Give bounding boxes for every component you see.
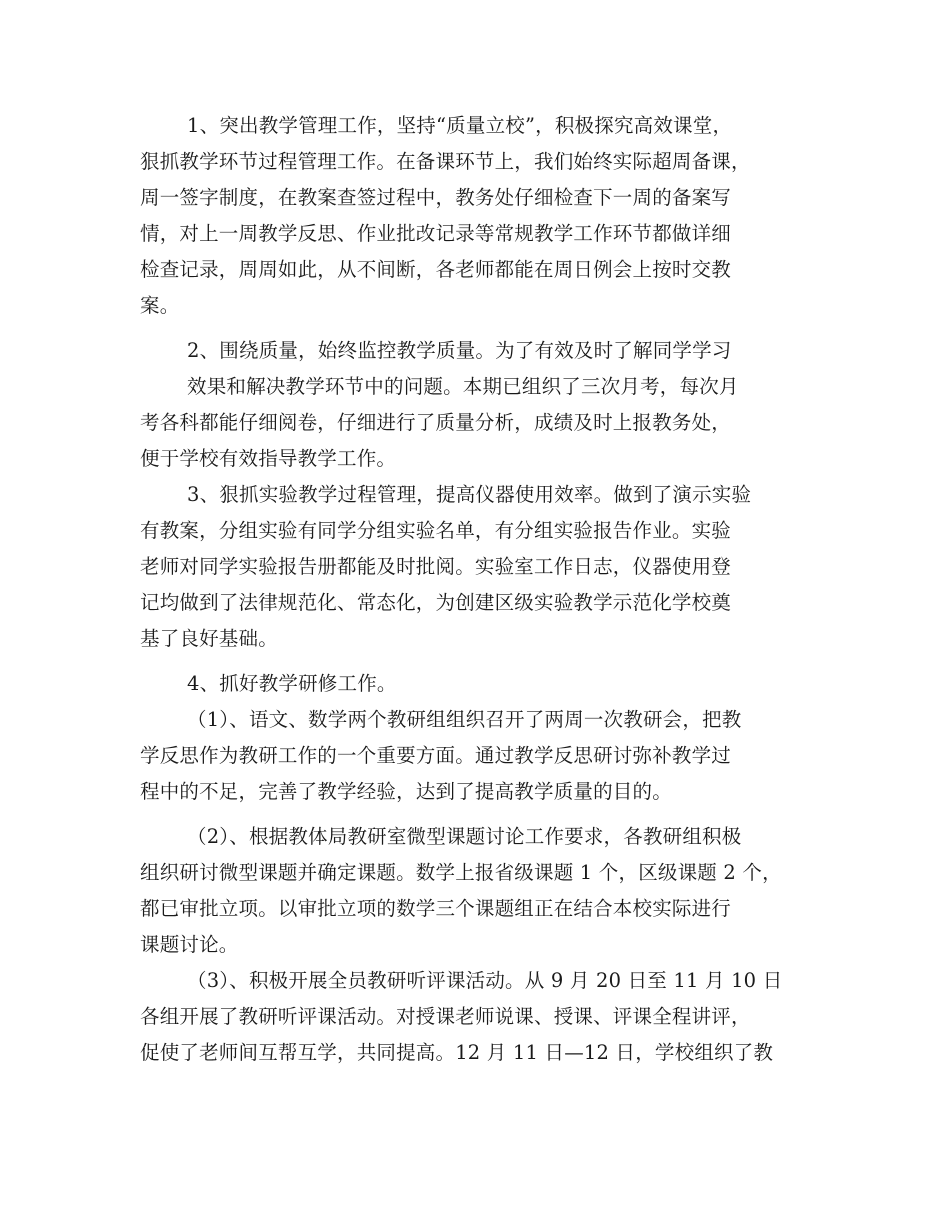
text-line: 2、围绕质量，始终监控教学质量。为了有效及时了解同学学习	[187, 339, 732, 362]
text-line: 老师对同学实验报告册都能及时批阅。实验室工作日志，仪器使用登	[140, 555, 732, 578]
text-line: （2）、根据教体局教研室微型课题讨论工作要求，各教研组积极	[187, 825, 742, 848]
text-line: 检查记录，周周如此，从不间断，各老师都能在周日例会上按时交教	[140, 258, 732, 281]
text-line: 情，对上一周教学反思、作业批改记录等常规教学工作环节都做详细	[140, 222, 732, 245]
text-line: 效果和解决教学环节中的问题。本期已组织了三次月考，每次月	[187, 375, 739, 398]
text-line: 促使了老师间互帮互学，共同提高。12 月 11 日—12 日，学校组织了教	[140, 1041, 774, 1064]
text-line: 便于学校有效指导教学工作。	[140, 447, 397, 470]
text-line: 考各科都能仔细阅卷，仔细进行了质量分析，成绩及时上报教务处，	[140, 411, 732, 434]
text-line: 都已审批立项。以审批立项的数学三个课题组正在结合本校实际进行	[140, 897, 732, 920]
text-line: 基了良好基础。	[140, 627, 278, 650]
text-line: 3、狠抓实验教学过程管理，提高仪器使用效率。做到了演示实验	[187, 483, 752, 506]
text-line: 记均做到了法律规范化、常态化，为创建区级实验教学示范化学校奠	[140, 591, 732, 614]
text-line: 组织研讨微型课题并确定课题。数学上报省级课题 1 个，区级课题 2 个，	[140, 861, 782, 884]
text-line: 各组开展了教研听评课活动。对授课老师说课、授课、评课全程讲评，	[140, 1005, 751, 1028]
text-line: 案。	[140, 294, 180, 317]
text-line: 1、突出教学管理工作，坚持“质量立校”，积极探究高效课堂，	[187, 114, 733, 137]
text-line: （3）、积极开展全员教研听评课活动。从 9 月 20 日至 11 月 10 日	[187, 969, 783, 992]
text-line: 周一签字制度，在教案查签过程中，教务处仔细检查下一周的备案写	[140, 186, 732, 209]
text-line: 课题讨论。	[140, 933, 239, 956]
text-line: 学反思作为教研工作的一个重要方面。通过教学反思研讨弥补教学过	[140, 744, 732, 767]
text-line: （1）、语文、数学两个教研组组织召开了两周一次教研会，把教	[187, 708, 742, 731]
text-line: 狠抓教学环节过程管理工作。在备课环节上，我们始终实际超周备课，	[140, 150, 751, 173]
text-line: 程中的不足，完善了教学经验，达到了提高教学质量的目的。	[140, 780, 672, 803]
text-line: 4、抓好教学研修工作。	[187, 672, 397, 695]
text-line: 有教案，分组实验有同学分组实验名单，有分组实验报告作业。实验	[140, 519, 732, 542]
